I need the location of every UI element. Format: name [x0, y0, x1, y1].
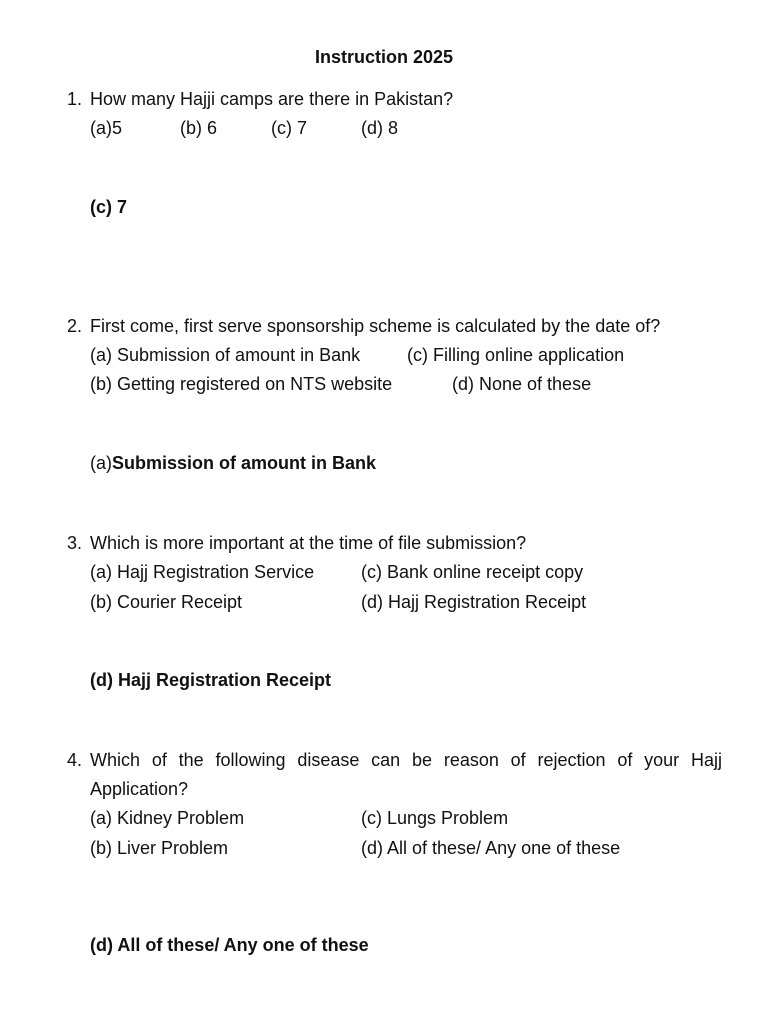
option-a: (a) Submission of amount in Bank: [90, 345, 361, 365]
question-number: 2.: [67, 316, 83, 336]
option-b: (b) Liver Problem: [90, 838, 229, 858]
option-b: (b) 6: [180, 118, 218, 138]
question-text: How many Hajji camps are there in Pakistan?: [90, 89, 454, 109]
option-c: (c) 7: [271, 118, 307, 138]
option-d: (d) All of these/ Any one of these: [361, 838, 621, 858]
option-d: (d) None of these: [452, 374, 592, 394]
option-a: (a)5: [90, 118, 123, 138]
question-number: 4.: [67, 750, 83, 770]
question-number: 3.: [67, 533, 83, 553]
option-d: (d) Hajj Registration Receipt: [361, 592, 587, 612]
option-b: (b) Getting registered on NTS website: [90, 374, 393, 394]
question-text: Which is more important at the time of file submission?: [90, 533, 527, 553]
answer-prefix: (a): [90, 453, 112, 473]
option-c: (c) Bank online receipt copy: [361, 562, 584, 582]
option-d: (d) 8: [361, 118, 399, 138]
option-a: (a) Kidney Problem: [90, 808, 245, 828]
question-number: 1.: [67, 89, 83, 109]
question-text-line-2: Application?: [90, 779, 189, 799]
answer: (c) 7: [90, 197, 128, 217]
option-c: (c) Filling online application: [407, 345, 625, 365]
answer: (d) All of these/ Any one of these: [90, 935, 369, 955]
answer-text: Submission of amount in Bank: [112, 453, 377, 473]
option-a: (a) Hajj Registration Service: [90, 562, 315, 582]
option-b: (b) Courier Receipt: [90, 592, 243, 612]
answer: [90, 451, 376, 475]
question-text-line-1: Which of the following disease can be reason of rejection of your Hajj: [90, 750, 722, 770]
question-text: First come, first serve sponsorship scheme is calculated by the date of?: [90, 316, 661, 336]
answer: (d) Hajj Registration Receipt: [90, 670, 332, 690]
option-c: (c) Lungs Problem: [361, 808, 509, 828]
page-title: Instruction 2025: [314, 47, 454, 67]
